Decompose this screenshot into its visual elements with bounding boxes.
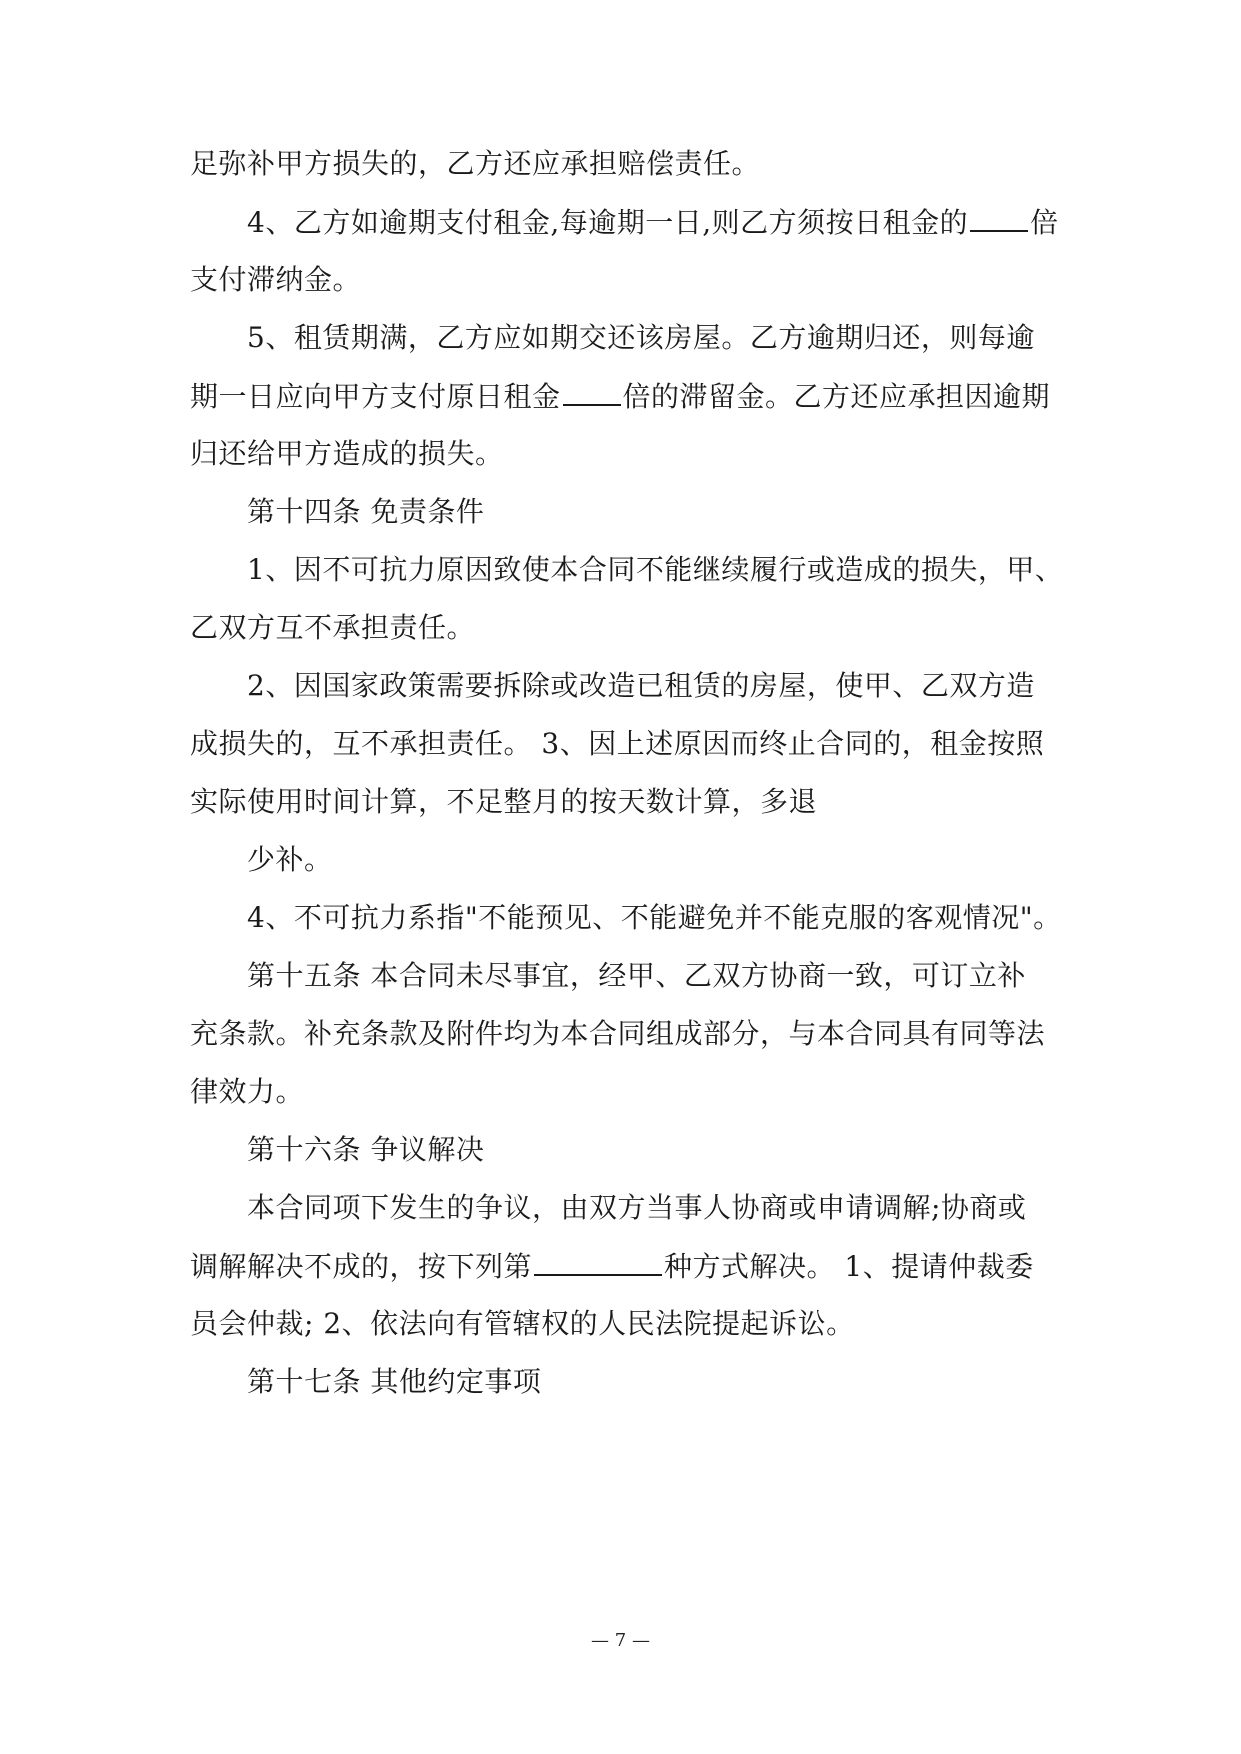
text-run: 员会仲裁; 2、依法向有管辖权的人民法院提起诉讼。	[190, 1307, 855, 1340]
paragraph-line	[190, 1306, 1070, 1342]
text-run: 4、不可抗力系指"不能预见、不能避免并不能克服的客观情况"。	[247, 901, 1062, 934]
paragraph-line	[190, 610, 1070, 646]
text-run: 1、因不可抗力原因致使本合同不能继续履行或造成的损失，甲、	[247, 553, 1064, 586]
fill-in-blank[interactable]	[534, 1248, 662, 1276]
text-run: 归还给甲方造成的损失。	[190, 437, 504, 470]
text-run: 充条款。补充条款及附件均为本合同组成部分，与本合同具有同等法	[190, 1017, 1046, 1050]
paragraph-line	[247, 900, 1070, 936]
text-run: 足弥补甲方损失的，乙方还应承担赔偿责任。	[190, 147, 761, 180]
text-run: 律效力。	[190, 1075, 305, 1108]
paragraph-line	[190, 726, 1070, 762]
section-heading	[247, 494, 1070, 530]
text-run: 2、因国家政策需要拆除或改造已租赁的房屋，使甲、乙双方造	[247, 669, 1035, 702]
text-run: 调解解决不成的，按下列第	[190, 1250, 533, 1283]
paragraph-line	[190, 784, 1070, 820]
text-run: 第十四条 免责条件	[247, 495, 485, 528]
section-heading	[247, 1132, 1070, 1168]
text-run: 倍的滞留金。乙方还应承担因逾期	[622, 380, 1051, 413]
text-run: 第十六条 争议解决	[247, 1133, 485, 1166]
paragraph-line	[190, 1016, 1070, 1052]
fill-in-blank[interactable]	[563, 378, 621, 406]
section-heading	[247, 1364, 1070, 1400]
text-run: 本合同项下发生的争议，由双方当事人协商或申请调解;协商或	[247, 1191, 1027, 1224]
paragraph-line	[190, 1074, 1070, 1110]
text-run: 支付滞纳金。	[190, 263, 362, 296]
paragraph-line	[190, 262, 1070, 298]
text-run: 少补。	[247, 843, 333, 876]
text-run: 种方式解决。 1、提请仲裁委	[664, 1250, 1034, 1283]
section-heading	[247, 958, 1070, 994]
text-run: 成损失的，互不承担责任。 3、因上述原因而终止合同的，租金按照	[190, 727, 1045, 760]
paragraph-line	[247, 668, 1070, 704]
page-number: — 7 —	[591, 1630, 650, 1651]
text-run: 第十五条 本合同未尽事宜，经甲、乙双方协商一致，可订立补	[247, 959, 1026, 992]
paragraph-line	[247, 552, 1070, 588]
paragraph-line	[247, 842, 1070, 878]
paragraph-line	[247, 1190, 1070, 1226]
text-run: 期一日应向甲方支付原日租金	[190, 380, 561, 413]
paragraph-line	[247, 320, 1070, 356]
paragraph-line	[190, 436, 1070, 472]
paragraph-line	[190, 146, 1070, 182]
text-run: 实际使用时间计算，不足整月的按天数计算，多退	[190, 785, 818, 818]
paragraph-line	[247, 204, 1070, 241]
text-run: 第十七条 其他约定事项	[247, 1365, 542, 1398]
fill-in-blank[interactable]	[970, 204, 1028, 232]
text-run: 倍	[1030, 206, 1059, 239]
text-run: 4、乙方如逾期支付租金,每逾期一日,则乙方须按日租金的	[247, 206, 969, 239]
text-run: 乙双方互不承担责任。	[190, 611, 476, 644]
paragraph-line	[190, 1248, 1070, 1285]
text-run: 5、租赁期满，乙方应如期交还该房屋。乙方逾期归还，则每逾	[247, 321, 1035, 354]
paragraph-line	[190, 378, 1070, 415]
